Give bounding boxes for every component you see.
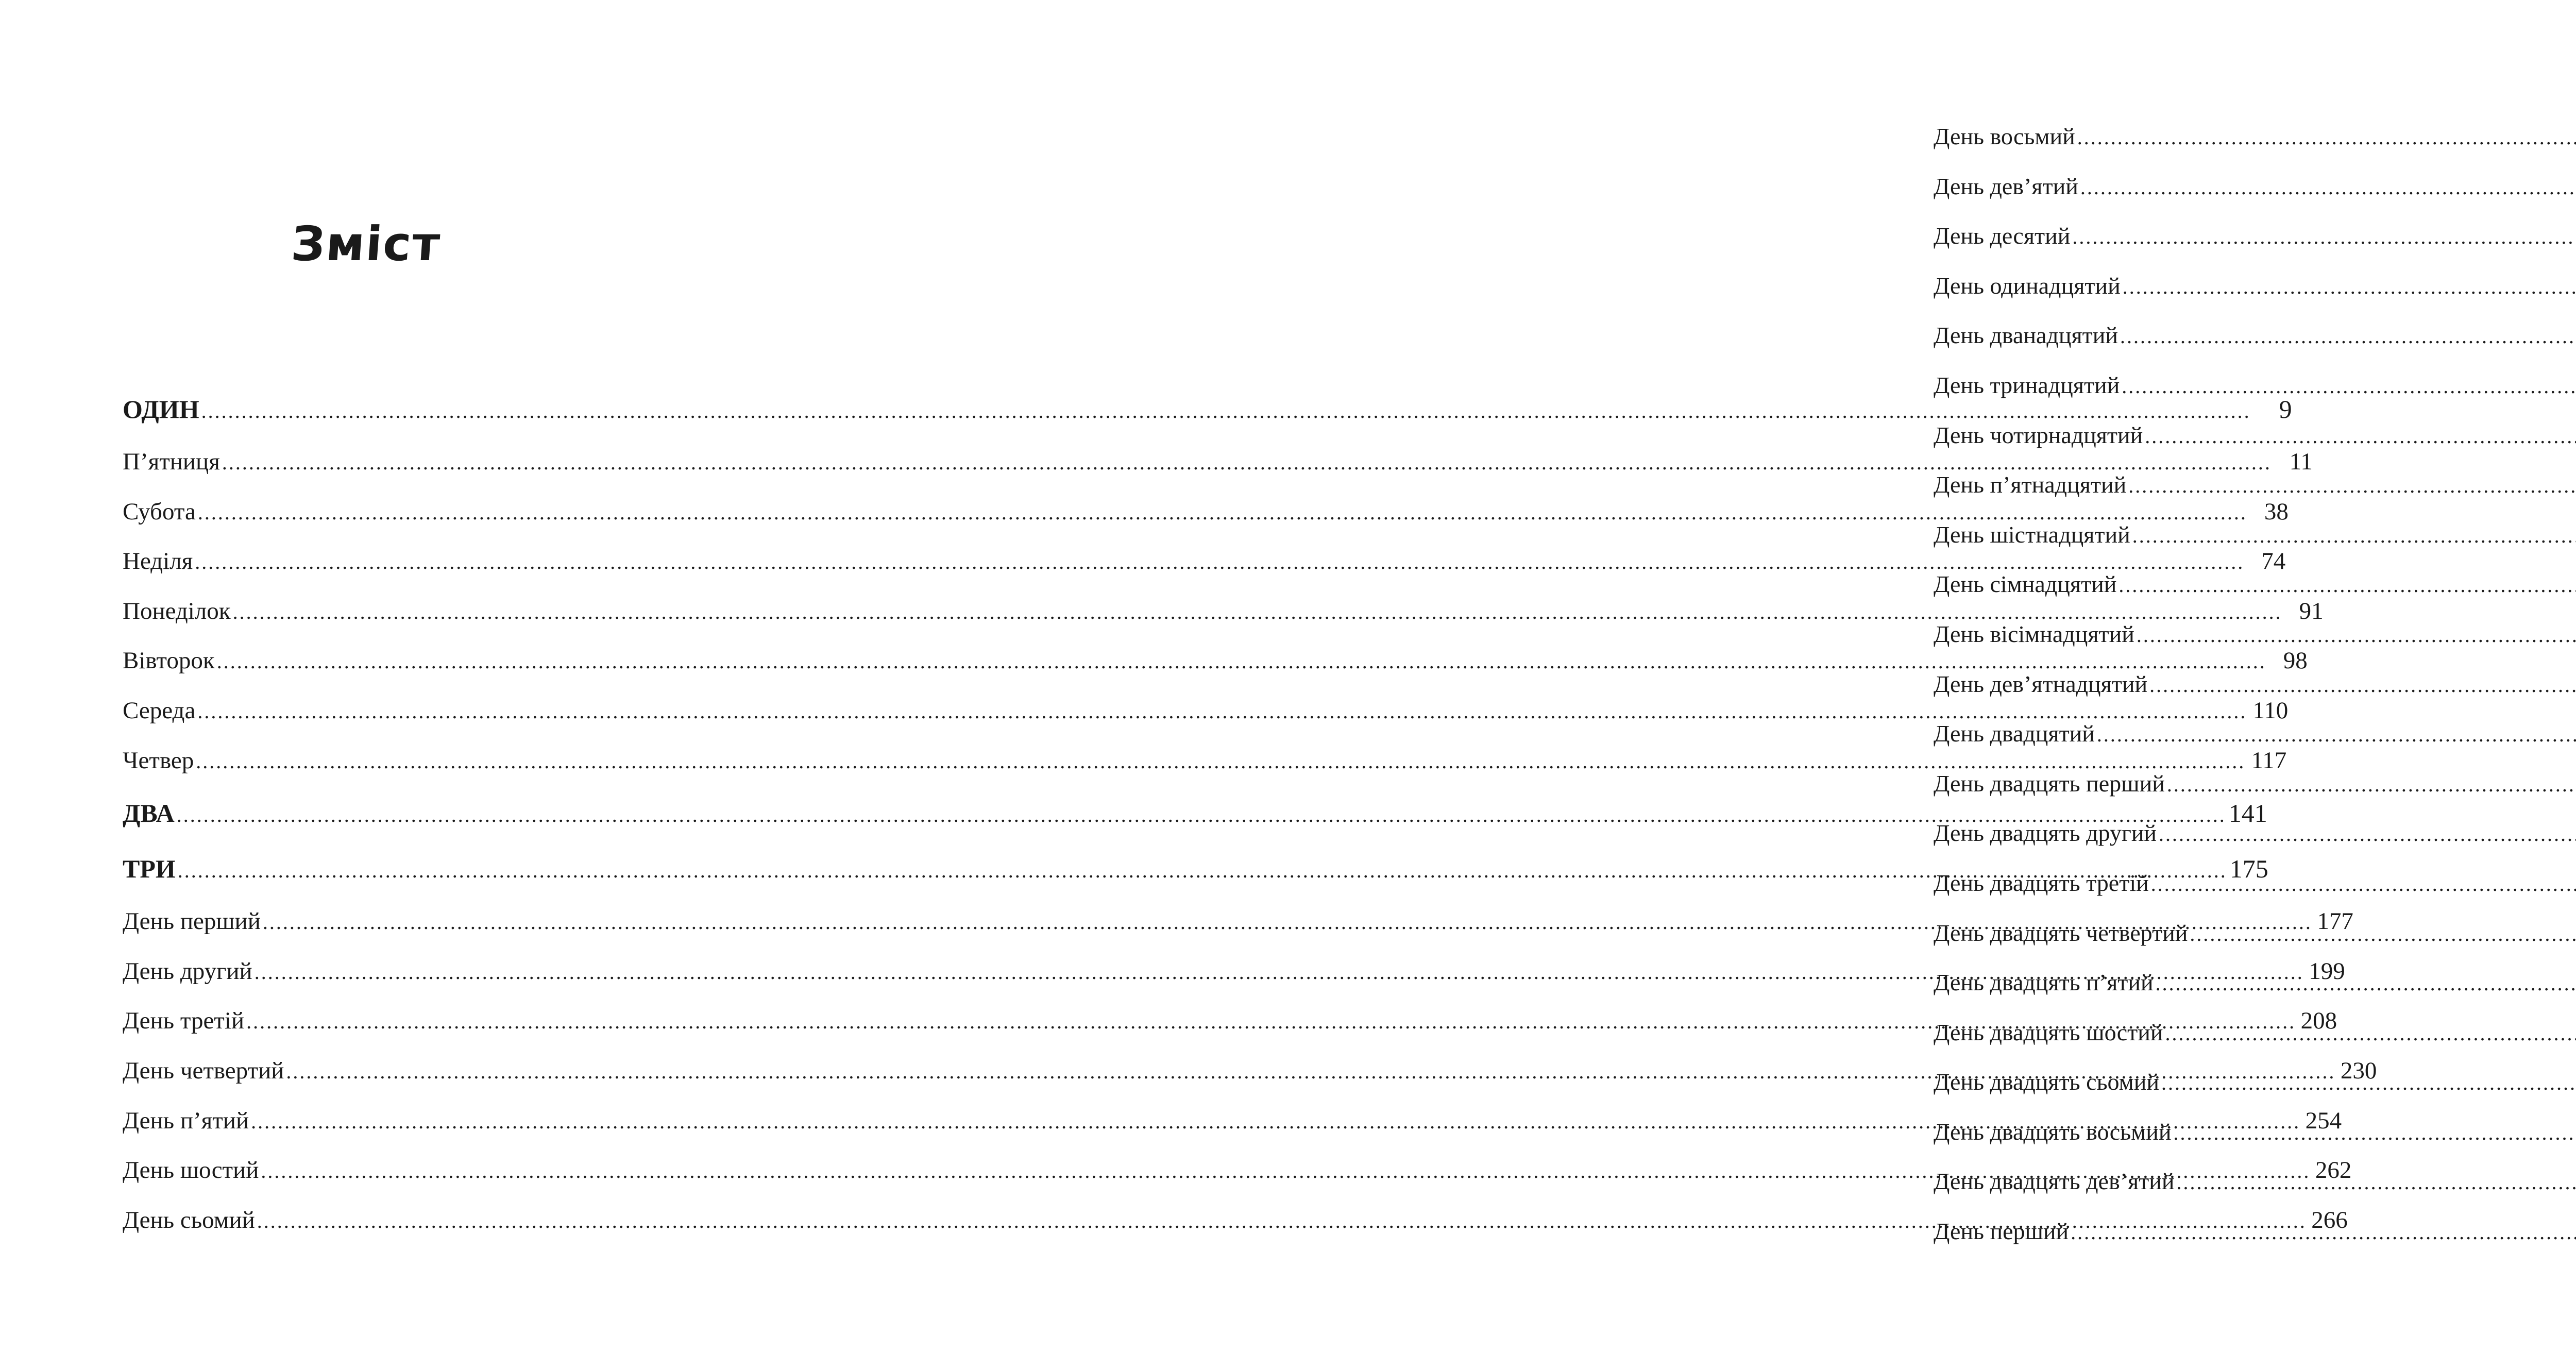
toc-entry-page: 175 [2229,854,2268,884]
toc-entry[interactable] [1934,1008,2576,1058]
toc-entry-label: День восьмий [1934,123,2075,149]
toc-entry[interactable] [1934,361,2576,411]
toc-entry-label: День другий [123,957,252,985]
toc-entry-page: 230 [2340,1057,2377,1084]
page-title: Зміст [289,216,443,272]
toc-entry-label: День вісімнадцятий [1934,620,2134,647]
toc-entry-label: День одинадцятий [1934,272,2121,299]
toc-entry[interactable] [1934,1057,2576,1107]
toc-entry[interactable] [1934,560,2576,610]
toc-entry-page: 262 [2315,1157,2352,1184]
toc-entry-label: День двадцять дев’ятий [1934,1168,2175,1195]
toc-entry[interactable] [1934,211,2576,261]
toc-entry-label: Понеділок [123,597,231,624]
toc-entry-label: День двадцять восьмий [1934,1118,2172,1145]
toc-entry-page: 177 [2317,908,2353,935]
toc-entry-page: 38 [2264,498,2289,525]
toc-entry-label: Вівторок [123,647,215,674]
toc-leader-dots [2190,909,2576,959]
toc-entry[interactable] [1934,112,2576,162]
toc-entry-label: День тринадцятий [1934,371,2120,398]
toc-leader-dots [2137,611,2576,661]
toc-entry[interactable] [1934,162,2576,212]
toc-entry-label: День чотирнадцятий [1934,421,2143,448]
toc-entry-label: День п’ятий [123,1107,249,1134]
toc-entry[interactable] [1934,759,2576,809]
toc-entry[interactable] [1934,958,2576,1008]
toc-entry-label: День двадцять сьомий [1934,1069,2160,1095]
toc-entry-label: День двадцятий [1934,720,2095,747]
toc-entry-label: Середа [123,697,196,724]
toc-entry[interactable] [1934,858,2576,908]
toc-entry-label: День двадцять третій [1934,869,2149,896]
toc-entry[interactable] [1934,660,2576,709]
toc-entry[interactable] [1934,460,2576,510]
toc-entry-page: 11 [2289,448,2313,475]
toc-entry[interactable] [1934,908,2576,958]
toc-entry-page: 91 [2299,597,2324,624]
right-page [912,0,2188,1369]
toc-entry-page: 266 [2311,1206,2348,1233]
toc-leader-dots [2122,362,2576,412]
toc-entry-page: 254 [2305,1107,2342,1134]
toc-leader-dots [2173,1108,2576,1158]
toc-entry[interactable] [1934,1107,2576,1157]
toc-entry[interactable] [1934,1207,2576,1257]
toc-entry-label: П’ятниця [123,448,220,475]
toc-entry-label: День сьомий [123,1206,255,1233]
toc-leader-dots [2128,461,2576,511]
toc-entry[interactable] [1934,311,2576,361]
toc-leader-dots [2156,959,2576,1009]
toc-entry-label: День четвертий [123,1057,284,1084]
toc-leader-dots [2151,859,2576,909]
toc-list-right [1934,112,2576,1257]
toc-entry-label: День п’ятнадцятий [1934,471,2127,498]
toc-entry-label: ТРИ [123,854,176,884]
toc-entry-label: День дев’ятнадцятий [1934,670,2148,697]
toc-entry-page: 9 [2279,395,2292,424]
toc-entry-page: 141 [2228,799,2267,828]
toc-entry-label: День десятий [1934,223,2071,249]
toc-entry[interactable] [1934,1157,2576,1207]
toc-leader-dots [2167,760,2576,810]
toc-leader-dots [2119,561,2576,611]
toc-entry[interactable] [1934,411,2576,461]
toc-leader-dots [2145,412,2576,462]
toc-entry-label: День перший [123,908,261,935]
toc-entry-label: День шістнадцятий [1934,521,2130,548]
toc-leader-dots [2159,809,2576,859]
toc-entry[interactable] [1934,610,2576,660]
toc-leader-dots [2077,113,2576,163]
toc-entry-label: День перший [1934,1218,2069,1245]
toc-entry-page: 208 [2300,1007,2337,1035]
toc-entry[interactable] [1934,709,2576,759]
toc-entry-label: Неділя [123,548,193,575]
toc-entry[interactable] [1934,808,2576,858]
toc-entry-label: День дев’ятий [1934,173,2078,199]
toc-leader-dots [2149,661,2576,711]
toc-entry-page: 117 [2251,747,2287,774]
toc-entry-label: День дванадцятий [1934,322,2118,349]
toc-entry-label: День двадцять перший [1934,770,2165,797]
toc-leader-dots [2072,212,2576,262]
toc-leader-dots [2165,1009,2576,1059]
toc-entry-label: День двадцять другий [1934,820,2157,847]
toc-leader-dots [2071,1208,2576,1258]
toc-entry-page: 110 [2252,697,2289,724]
toc-entry-label: ДВА [123,799,175,828]
toc-entry-label: День сімнадцятий [1934,571,2117,598]
toc-entry[interactable] [1934,510,2576,560]
toc-entry[interactable] [1934,261,2576,311]
toc-entry-label: День третій [123,1007,245,1035]
toc-entry-label: День двадцять четвертий [1934,919,2188,946]
toc-leader-dots [2177,1158,2576,1208]
toc-entry-page: 98 [2283,647,2308,674]
toc-entry-label: Четвер [123,747,194,774]
toc-leader-dots [2123,262,2576,312]
toc-entry-page: 199 [2309,957,2345,985]
toc-entry-page: 74 [2261,548,2286,575]
toc-entry-label: День двадцять п’ятий [1934,969,2154,996]
toc-leader-dots [2161,1058,2576,1108]
toc-leader-dots [2120,312,2576,362]
toc-entry-label: День двадцять шостий [1934,1019,2163,1045]
toc-entry-label: День шостий [123,1157,259,1184]
toc-entry-label: ОДИН [123,395,199,424]
toc-leader-dots [2080,163,2576,213]
toc-leader-dots [2132,511,2576,561]
toc-entry-label: Субота [123,498,196,525]
toc-leader-dots [2097,710,2576,760]
